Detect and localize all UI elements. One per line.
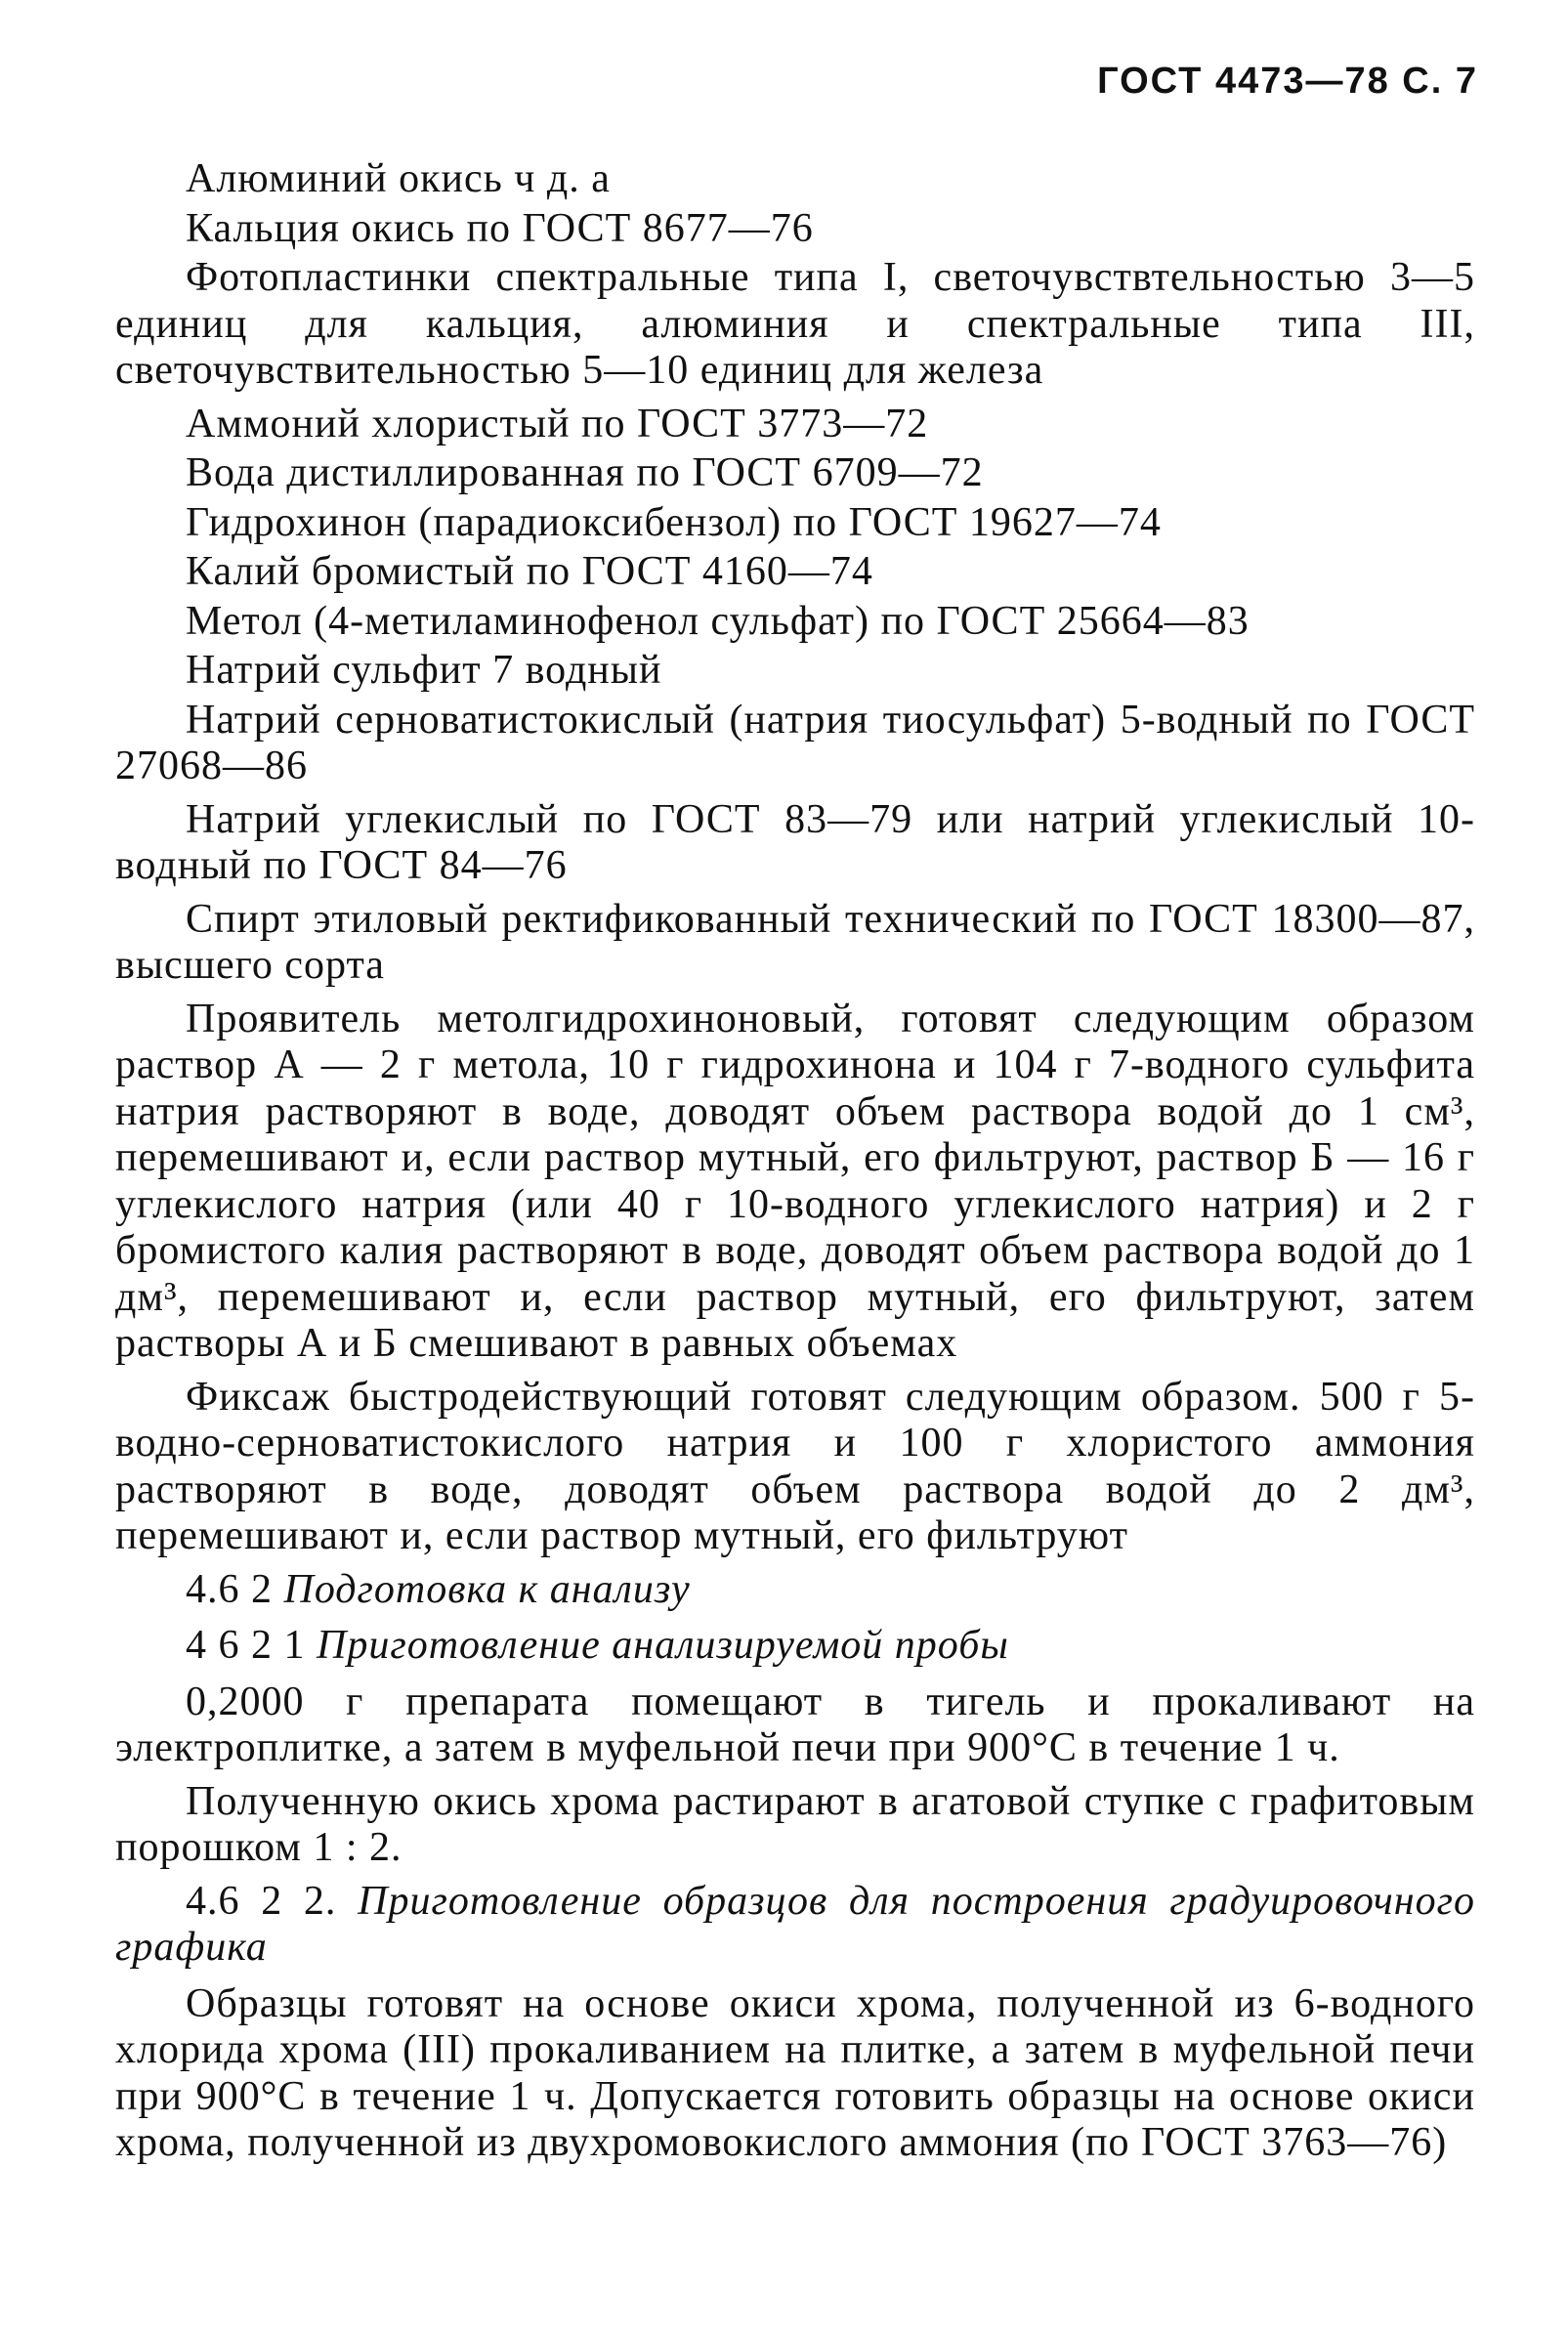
section-number: 4.6 2 2. bbox=[186, 1878, 337, 1924]
reagent-item: Вода дистиллированная по ГОСТ 6709—72 bbox=[186, 450, 984, 495]
reagent-item: Алюминий окись ч д. а bbox=[186, 156, 611, 201]
reagent-item: Кальция окись по ГОСТ 8677—76 bbox=[186, 205, 814, 251]
section-title: Приготовление образцов для построения градуировочного графика bbox=[115, 1878, 1475, 1970]
section-heading-4-6-2-2 bbox=[115, 1879, 1475, 1972]
page-content bbox=[115, 156, 1475, 2174]
reagent-item: Метол (4-метиламинофенол сульфат) по ГОСТ 25664—83 bbox=[186, 598, 1250, 644]
fixer-paragraph: Фиксаж быстродействующий готовят следующим образом. 500 г 5-водно-серноватистокислого натрия и 100 г хлористого аммония растворяют в воде, доводят объем раствора водой до 2 дм³, перемешивают и, если раствор мутный, его фильтруют bbox=[115, 1374, 1475, 1558]
reagent-item: Фотопластинки спектральные типа I, светочувствтельностью 3—5 единиц для кальция, алюминия и спектральные типа III, светочувствительностью 5—10 единиц для железа bbox=[115, 255, 1475, 393]
section-heading-4-6-2 bbox=[115, 1567, 1475, 1614]
reagent-item: Натрий сульфит 7 водный bbox=[186, 648, 662, 693]
page-header: ГОСТ 4473—78 С. 7 bbox=[1097, 61, 1478, 102]
body-paragraph: Полученную окись хрома растирают в агатовой ступке с графитовым порошком 1 : 2. bbox=[115, 1778, 1475, 1870]
developer-paragraph: Проявитель метолгидрохиноновый, готовят следующим образом раствор А — 2 г метола, 10 г гидрохинона и 104 г 7-водного сульфита натрия растворяют в воде, доводят объем раствора водой до 1 см³, перемешивают и, если раствор мутный, его фильтруют, раствор Б — 16 г углекислого натрия (или 40 г 10-водного углекислого натрия) и 2 г бромистого калия растворяют в воде, доводят объем раствора водой до 1 дм³, перемешивают и, если раствор мутный, его фильтруют, затем растворы А и Б смешивают в равных объемах bbox=[115, 996, 1475, 1366]
section-number: 4 6 2 1 bbox=[186, 1623, 306, 1668]
section-title: Приготовление анализируемой пробы bbox=[317, 1623, 1009, 1668]
reagent-item: Спирт этиловый ректификованный технический по ГОСТ 18300—87, высшего сорта bbox=[115, 896, 1475, 988]
section-number: 4.6 2 bbox=[186, 1566, 273, 1612]
body-paragraph: 0,2000 г препарата помещают в тигель и прокаливают на электроплитке, а затем в муфельной печи при 900°С в течение 1 ч. bbox=[115, 1678, 1475, 1770]
reagent-item: Гидрохинон (парадиоксибензол) по ГОСТ 19627—74 bbox=[186, 499, 1162, 545]
reagent-item: Натрий серноватистокислый (натрия тиосульфат) 5-водный по ГОСТ 27068—86 bbox=[115, 697, 1475, 788]
reagent-item: Натрий углекислый по ГОСТ 83—79 или натрий углекислый 10-водный по ГОСТ 84—76 bbox=[115, 796, 1475, 888]
section-title: Подготовка к анализу bbox=[283, 1566, 691, 1612]
section-heading-4-6-2-1 bbox=[115, 1623, 1475, 1670]
reagent-item: Калий бромистый по ГОСТ 4160—74 bbox=[186, 549, 873, 594]
body-paragraph: Образцы готовят на основе окиси хрома, полученной из 6-водного хлорида хрома (III) прокаливанием на плитке, а затем в муфельной печи при 900°С в течение 1 ч. Допускается готовить образцы на основе окиси хрома, полученной из двухромовокислого аммония (по ГОСТ 3763—76) bbox=[115, 1980, 1475, 2165]
reagent-item: Аммоний хлористый по ГОСТ 3773—72 bbox=[186, 401, 929, 446]
